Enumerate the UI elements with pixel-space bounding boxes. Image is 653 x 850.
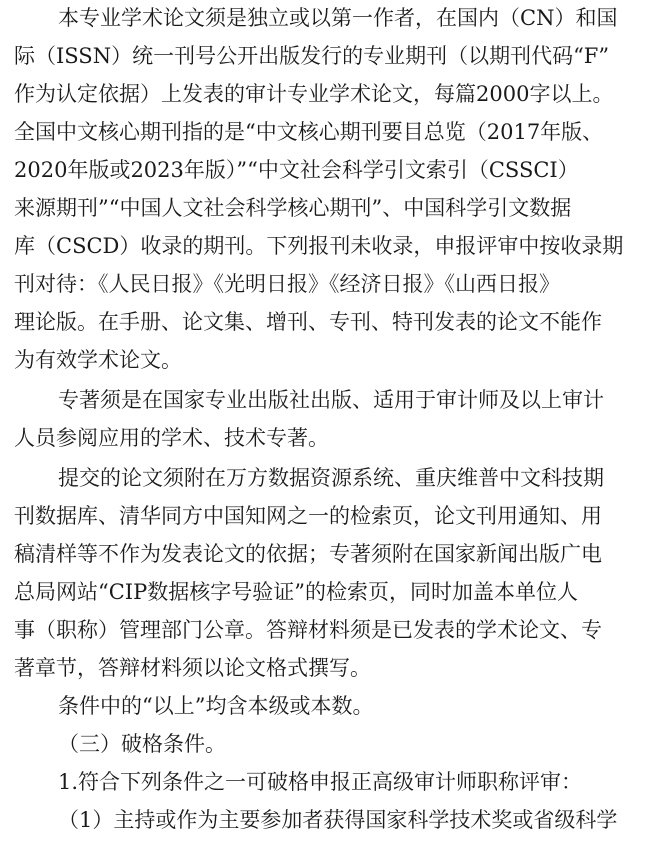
text-line: （1）主持或作为主要参加者获得国家科学技术奖或省级科学 [58,808,618,832]
text-line: 为有效学术论文。 [14,348,182,372]
text-line: 稿清样等不作为发表论文的依据；专著须附在国家新闻出版广电 [14,542,602,566]
text-line: 作为认定依据）上发表的审计专业学术论文，每篇2000字以上。 [14,82,614,106]
text-line: 刊数据库、清华同方中国知网之一的检索页，论文刊用通知、用 [14,504,602,528]
text-line: 来源期刊”“中国人文社会科学核心期刊”、中国科学引文数据 [14,196,572,220]
text-line: 事（职称）管理部门公章。答辩材料须是已发表的学术论文、专 [14,618,602,642]
text-line: 际（ISSN）统一刊号公开出版发行的专业期刊（以期刊代码“F” [14,44,610,68]
text-line: （三）破格条件。 [58,732,226,756]
text-line: 理论版。在手册、论文集、增刊、专刊、特刊发表的论文不能作 [14,310,602,334]
text-line: 本专业学术论文须是独立或以第一作者，在国内（CN）和国 [58,6,618,30]
text-line: 提交的论文须附在万方数据资源系统、重庆维普中文科技期 [58,466,604,490]
text-line: 专著须是在国家专业出版社出版、适用于审计师及以上审计 [58,388,604,412]
text-line: 刊对待：《人民日报》《光明日报》《经济日报》《山西日报》 [14,272,560,296]
text-line: 著章节，答辩材料须以论文格式撰写。 [14,656,371,680]
text-line: 人员参阅应用的学术、技术专著。 [14,426,329,450]
text-line: 全国中文核心期刊指的是“中文核心期刊要目总览（2017年版、 [14,120,604,144]
text-line: 2020年版或2023年版）”“中文社会科学引文索引（CSSCI） [14,158,579,182]
text-line: 条件中的“以上”均含本级或本数。 [58,694,374,718]
text-line: 1.符合下列条件之一可破格申报正高级审计师职称评审： [58,770,583,794]
text-line: 总局网站“CIP数据核字号验证”的检索页，同时加盖本单位人 [14,580,578,604]
text-line: 库（CSCD）收录的期刊。下列报刊未收录，申报评审中按收录期 [14,234,624,258]
